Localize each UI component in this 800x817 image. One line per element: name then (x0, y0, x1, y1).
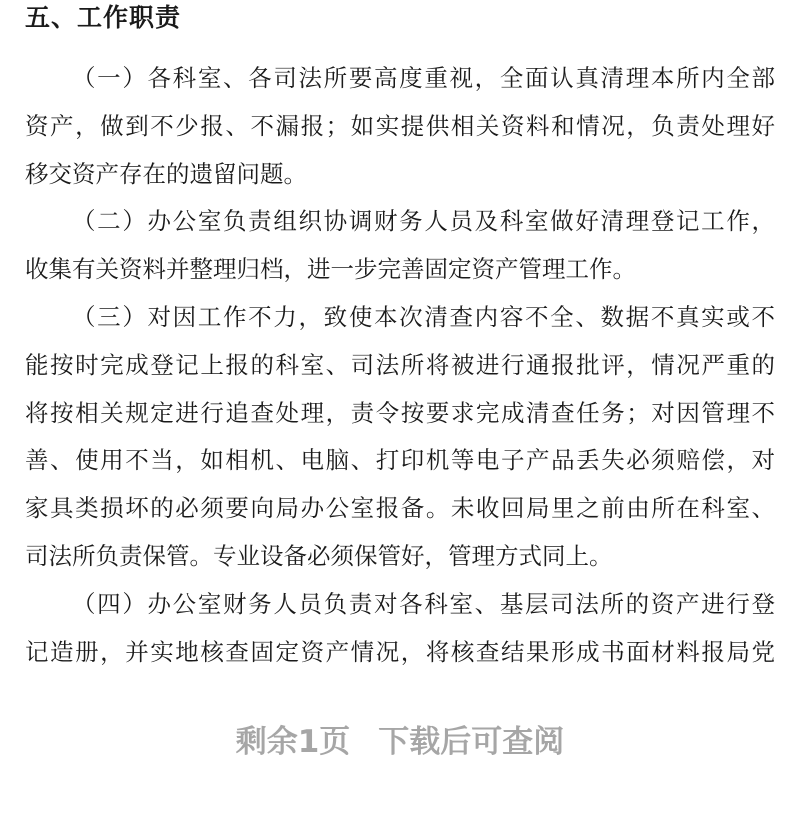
text-line: 记造册，并实地核查固定资产情况，将核查结果形成书面材料报局党 (25, 637, 775, 666)
text-line: 移交资产存在的遗留问题。 (25, 159, 307, 188)
text-line: 将按相关规定进行追查处理，责令按要求完成清查任务；对因管理不 (25, 398, 775, 427)
document-body (25, 55, 775, 676)
remaining-pages-notice[interactable] (0, 716, 800, 761)
text-line: 收集有关资料并整理归档，进一步完善固定资产管理工作。 (25, 255, 636, 284)
remaining-pages-text: 剩余1页 (235, 724, 351, 760)
section-heading: 五、工作职责 (25, 3, 182, 32)
text-line: 能按时完成登记上报的科室、司法所将被进行通报批评，情况严重的 (25, 350, 775, 379)
text-line: 司法所负责保管。专业设备必须保管好，管理方式同上。 (25, 541, 613, 570)
text-line: （二）办公室负责组织协调财务人员及科室做好清理登记工作， (72, 207, 775, 236)
text-line: （三）对因工作不力，致使本次清查内容不全、数据不真实或不 (72, 302, 775, 331)
text-line: 家具类损坏的必须要向局办公室报备。未收回局里之前由所在科室、 (25, 494, 775, 523)
text-line: 资产，做到不少报、不漏报；如实提供相关资料和情况，负责处理好 (25, 111, 775, 140)
text-line: （一）各科室、各司法所要高度重视，全面认真清理本所内全部 (72, 64, 775, 92)
text-line: 善、使用不当，如相机、电脑、打印机等电子产品丢失必须赔偿，对 (25, 446, 775, 475)
text-line: （四）办公室财务人员负责对各科室、基层司法所的资产进行登 (72, 589, 775, 618)
download-hint-text: 下载后可查阅 (378, 724, 565, 760)
